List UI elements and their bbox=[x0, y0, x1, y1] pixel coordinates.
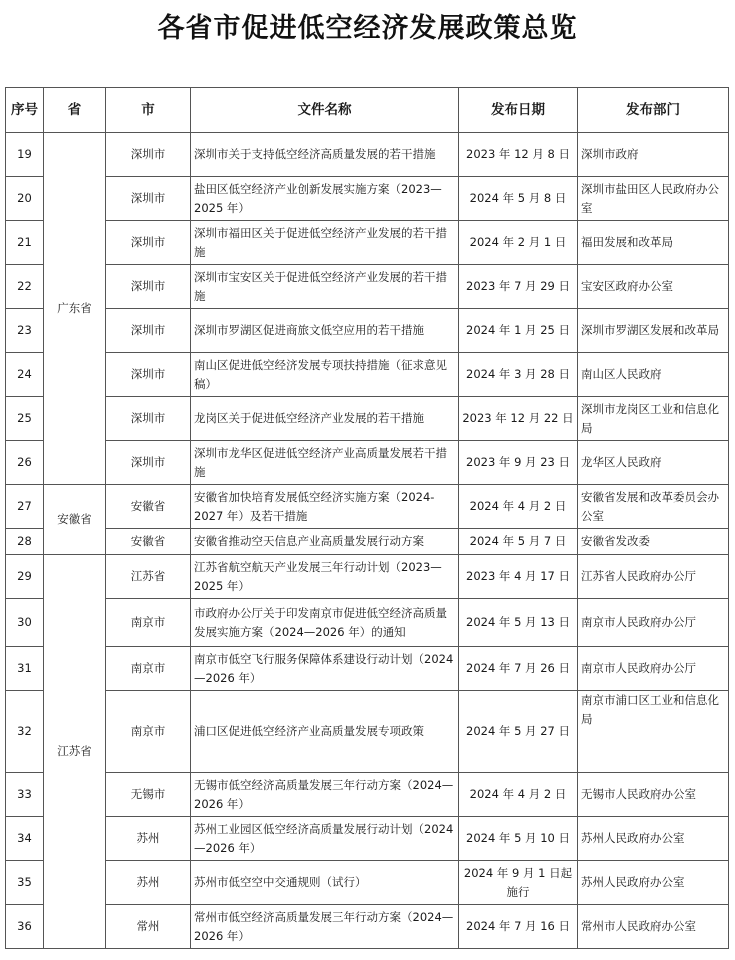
table-row bbox=[6, 691, 729, 773]
table-row bbox=[6, 817, 729, 861]
cell-dept: 深圳市政府 bbox=[578, 133, 729, 177]
cell-date: 2024 年 4 月 2 日 bbox=[459, 485, 578, 529]
cell-city: 无锡市 bbox=[106, 773, 191, 817]
table-row bbox=[6, 773, 729, 817]
cell-date: 2024 年 5 月 13 日 bbox=[459, 599, 578, 647]
cell-city: 南京市 bbox=[106, 691, 191, 773]
cell-city: 深圳市 bbox=[106, 133, 191, 177]
cell-dept: 深圳市龙岗区工业和信息化局 bbox=[578, 397, 729, 441]
cell-dept: 南京市人民政府办公厅 bbox=[578, 599, 729, 647]
cell-date: 2023 年 7 月 29 日 bbox=[459, 265, 578, 309]
cell-dept: 南山区人民政府 bbox=[578, 353, 729, 397]
cell-doc: 常州市低空经济高质量发展三年行动方案（2024—2026 年） bbox=[191, 905, 459, 949]
cell-no: 30 bbox=[6, 599, 44, 647]
cell-date: 2024 年 9 月 1 日起施行 bbox=[459, 861, 578, 905]
table-row bbox=[6, 221, 729, 265]
cell-no: 24 bbox=[6, 353, 44, 397]
cell-dept: 安徽省发改委 bbox=[578, 529, 729, 555]
cell-no: 35 bbox=[6, 861, 44, 905]
table-row bbox=[6, 599, 729, 647]
cell-doc: 苏州工业园区低空经济高质量发展行动计划（2024—2026 年） bbox=[191, 817, 459, 861]
cell-dept: 无锡市人民政府办公室 bbox=[578, 773, 729, 817]
cell-no: 25 bbox=[6, 397, 44, 441]
table-row bbox=[6, 555, 729, 599]
cell-dept: 深圳市盐田区人民政府办公室 bbox=[578, 177, 729, 221]
cell-dept: 宝安区政府办公室 bbox=[578, 265, 729, 309]
cell-no: 28 bbox=[6, 529, 44, 555]
table-row bbox=[6, 529, 729, 555]
cell-city: 深圳市 bbox=[106, 353, 191, 397]
cell-doc: 深圳市宝安区关于促进低空经济产业发展的若干措施 bbox=[191, 265, 459, 309]
page-title: 各省市促进低空经济发展政策总览 bbox=[157, 13, 578, 44]
cell-city: 深圳市 bbox=[106, 309, 191, 353]
cell-doc: 南山区促进低空经济发展专项扶持措施（征求意见稿） bbox=[191, 353, 459, 397]
cell-date: 2023 年 12 月 22 日 bbox=[459, 397, 578, 441]
header-doc: 文件名称 bbox=[191, 88, 459, 133]
cell-no: 32 bbox=[6, 691, 44, 773]
cell-dept: 常州市人民政府办公室 bbox=[578, 905, 729, 949]
cell-doc: 深圳市福田区关于促进低空经济产业发展的若干措施 bbox=[191, 221, 459, 265]
cell-doc: 苏州市低空空中交通规则（试行） bbox=[191, 861, 459, 905]
table-row bbox=[6, 647, 729, 691]
cell-city: 深圳市 bbox=[106, 265, 191, 309]
cell-date: 2024 年 5 月 27 日 bbox=[459, 691, 578, 773]
cell-city: 深圳市 bbox=[106, 397, 191, 441]
cell-dept: 江苏省人民政府办公厅 bbox=[578, 555, 729, 599]
cell-dept: 福田发展和改革局 bbox=[578, 221, 729, 265]
cell-province: 江苏省 bbox=[44, 555, 106, 949]
cell-city: 苏州 bbox=[106, 861, 191, 905]
cell-no: 22 bbox=[6, 265, 44, 309]
cell-date: 2024 年 1 月 25 日 bbox=[459, 309, 578, 353]
header-seq: 序号 bbox=[6, 88, 44, 133]
cell-date: 2024 年 7 月 26 日 bbox=[459, 647, 578, 691]
table-row bbox=[6, 485, 729, 529]
header-dept: 发布部门 bbox=[578, 88, 729, 133]
cell-dept: 苏州人民政府办公室 bbox=[578, 817, 729, 861]
cell-city: 安徽省 bbox=[106, 485, 191, 529]
cell-no: 19 bbox=[6, 133, 44, 177]
cell-doc: 市政府办公厅关于印发南京市促进低空经济高质量发展实施方案（2024—2026 年）的通知 bbox=[191, 599, 459, 647]
cell-city: 安徽省 bbox=[106, 529, 191, 555]
cell-doc: 深圳市罗湖区促进商旅文低空应用的若干措施 bbox=[191, 309, 459, 353]
cell-no: 21 bbox=[6, 221, 44, 265]
cell-no: 31 bbox=[6, 647, 44, 691]
cell-no: 33 bbox=[6, 773, 44, 817]
cell-city: 深圳市 bbox=[106, 177, 191, 221]
cell-date: 2024 年 7 月 16 日 bbox=[459, 905, 578, 949]
cell-no: 36 bbox=[6, 905, 44, 949]
cell-no: 27 bbox=[6, 485, 44, 529]
cell-dept: 苏州人民政府办公室 bbox=[578, 861, 729, 905]
cell-date: 2023 年 4 月 17 日 bbox=[459, 555, 578, 599]
cell-city: 南京市 bbox=[106, 599, 191, 647]
cell-doc: 龙岗区关于促进低空经济产业发展的若干措施 bbox=[191, 397, 459, 441]
cell-no: 34 bbox=[6, 817, 44, 861]
cell-dept: 安徽省发展和改革委员会办公室 bbox=[578, 485, 729, 529]
policy-table bbox=[5, 87, 729, 949]
table-row bbox=[6, 177, 729, 221]
cell-doc: 盐田区低空经济产业创新发展实施方案（2023—2025 年） bbox=[191, 177, 459, 221]
header-city: 市 bbox=[106, 88, 191, 133]
cell-date: 2024 年 3 月 28 日 bbox=[459, 353, 578, 397]
cell-no: 29 bbox=[6, 555, 44, 599]
table-row bbox=[6, 133, 729, 177]
cell-date: 2024 年 4 月 2 日 bbox=[459, 773, 578, 817]
cell-doc: 南京市低空飞行服务保障体系建设行动计划（2024—2026 年） bbox=[191, 647, 459, 691]
cell-date: 2024 年 2 月 1 日 bbox=[459, 221, 578, 265]
cell-doc: 浦口区促进低空经济产业高质量发展专项政策 bbox=[191, 691, 459, 773]
cell-city: 常州 bbox=[106, 905, 191, 949]
header-province: 省 bbox=[44, 88, 106, 133]
cell-province: 安徽省 bbox=[44, 485, 106, 555]
header-date: 发布日期 bbox=[459, 88, 578, 133]
cell-doc: 江苏省航空航天产业发展三年行动计划（2023—2025 年） bbox=[191, 555, 459, 599]
cell-dept: 龙华区人民政府 bbox=[578, 441, 729, 485]
cell-date: 2024 年 5 月 10 日 bbox=[459, 817, 578, 861]
cell-city: 江苏省 bbox=[106, 555, 191, 599]
cell-date: 2024 年 5 月 8 日 bbox=[459, 177, 578, 221]
cell-city: 深圳市 bbox=[106, 441, 191, 485]
cell-doc: 无锡市低空经济高质量发展三年行动方案（2024—2026 年） bbox=[191, 773, 459, 817]
cell-doc: 安徽省加快培育发展低空经济实施方案（2024-2027 年）及若干措施 bbox=[191, 485, 459, 529]
cell-dept: 深圳市罗湖区发展和改革局 bbox=[578, 309, 729, 353]
cell-city: 深圳市 bbox=[106, 221, 191, 265]
table-row bbox=[6, 353, 729, 397]
table-row bbox=[6, 265, 729, 309]
cell-dept: 南京市人民政府办公厅 bbox=[578, 647, 729, 691]
cell-date: 2024 年 5 月 7 日 bbox=[459, 529, 578, 555]
cell-province: 广东省 bbox=[44, 133, 106, 485]
table-row bbox=[6, 441, 729, 485]
cell-city: 苏州 bbox=[106, 817, 191, 861]
cell-date: 2023 年 12 月 8 日 bbox=[459, 133, 578, 177]
cell-no: 23 bbox=[6, 309, 44, 353]
cell-doc: 深圳市龙华区促进低空经济产业高质量发展若干措施 bbox=[191, 441, 459, 485]
cell-dept: 南京市浦口区工业和信息化局 bbox=[578, 691, 729, 773]
cell-city: 南京市 bbox=[106, 647, 191, 691]
cell-doc: 安徽省推动空天信息产业高质量发展行动方案 bbox=[191, 529, 459, 555]
cell-no: 26 bbox=[6, 441, 44, 485]
table-row bbox=[6, 905, 729, 949]
table-row bbox=[6, 861, 729, 905]
cell-doc: 深圳市关于支持低空经济高质量发展的若干措施 bbox=[191, 133, 459, 177]
cell-date: 2023 年 9 月 23 日 bbox=[459, 441, 578, 485]
cell-no: 20 bbox=[6, 177, 44, 221]
table-row bbox=[6, 309, 729, 353]
table-header-row bbox=[6, 88, 729, 133]
table-row bbox=[6, 397, 729, 441]
